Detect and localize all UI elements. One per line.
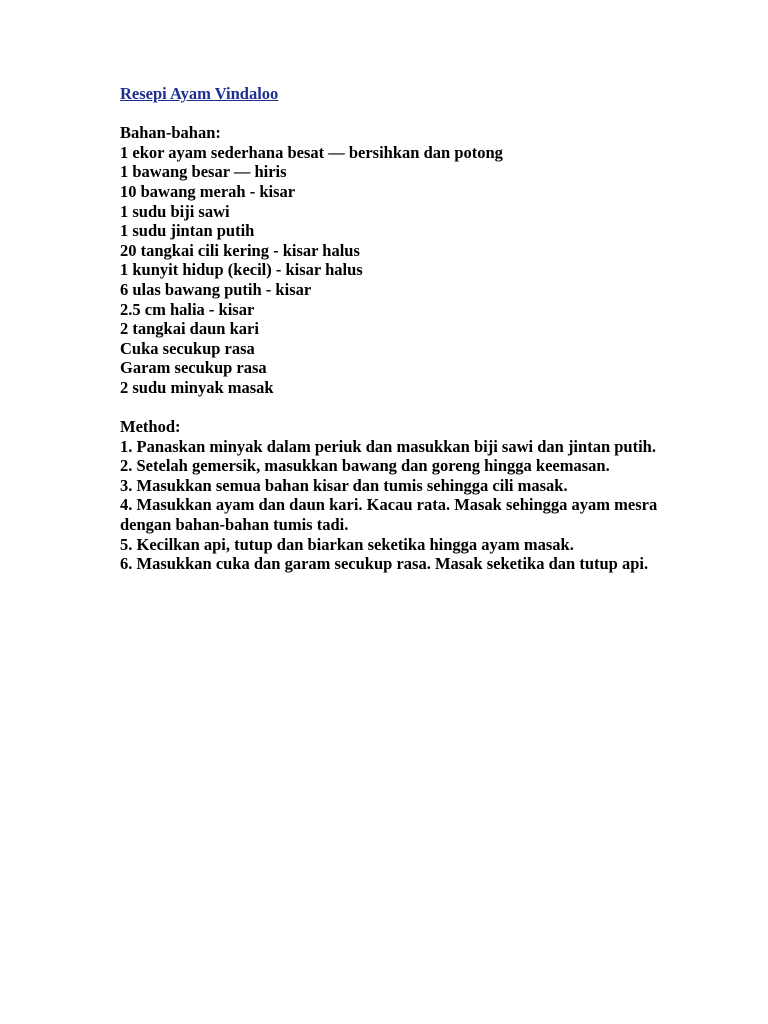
- method-heading: Method:: [120, 417, 181, 437]
- method-step: 6. Masukkan cuka dan garam secukup rasa. Masak seketika dan tutup api.: [120, 554, 649, 574]
- ingredient-item: 1 ekor ayam sederhana besat — bersihkan dan potong: [120, 142, 503, 162]
- recipe-title-link[interactable]: Resepi Ayam Vindaloo: [120, 84, 279, 103]
- ingredient-item: 2 sudu minyak masak: [120, 377, 274, 397]
- ingredient-item: 1 sudu jintan putih: [120, 221, 255, 241]
- ingredient-item: 6 ulas bawang putih - kisar: [120, 279, 312, 299]
- ingredient-item: 20 tangkai cili kering - kisar halus: [120, 240, 360, 260]
- method-steps: [120, 437, 680, 574]
- ingredients-list: [120, 143, 680, 398]
- ingredient-item: 10 bawang merah - kisar: [120, 181, 296, 201]
- recipe-document: [120, 84, 680, 574]
- method-step: 4. Masukkan ayam dan daun kari. Kacau rata. Masak sehingga ayam mesra dengan bahan-bahan tumis tadi.: [120, 495, 658, 535]
- method-step: 3. Masukkan semua bahan kisar dan tumis sehingga cili masak.: [120, 475, 568, 495]
- ingredients-heading: Bahan-bahan:: [120, 123, 221, 143]
- ingredient-item: Cuka secukup rasa: [120, 338, 255, 358]
- spacer: [120, 104, 680, 124]
- ingredient-item: 1 bawang besar — hiris: [120, 162, 287, 182]
- ingredient-item: 1 kunyit hidup (kecil) - kisar halus: [120, 260, 363, 280]
- spacer: [120, 398, 680, 418]
- ingredient-item: 2.5 cm halia - kisar: [120, 299, 255, 319]
- ingredient-item: 1 sudu biji sawi: [120, 201, 230, 221]
- ingredient-item: 2 tangkai daun kari: [120, 319, 259, 339]
- method-step: 1. Panaskan minyak dalam periuk dan masukkan biji sawi dan jintan putih.: [120, 436, 656, 456]
- method-step: 2. Setelah gemersik, masukkan bawang dan goreng hingga keemasan.: [120, 456, 610, 476]
- method-step: 5. Kecilkan api, tutup dan biarkan seketika hingga ayam masak.: [120, 534, 574, 554]
- ingredient-item: Garam secukup rasa: [120, 358, 267, 378]
